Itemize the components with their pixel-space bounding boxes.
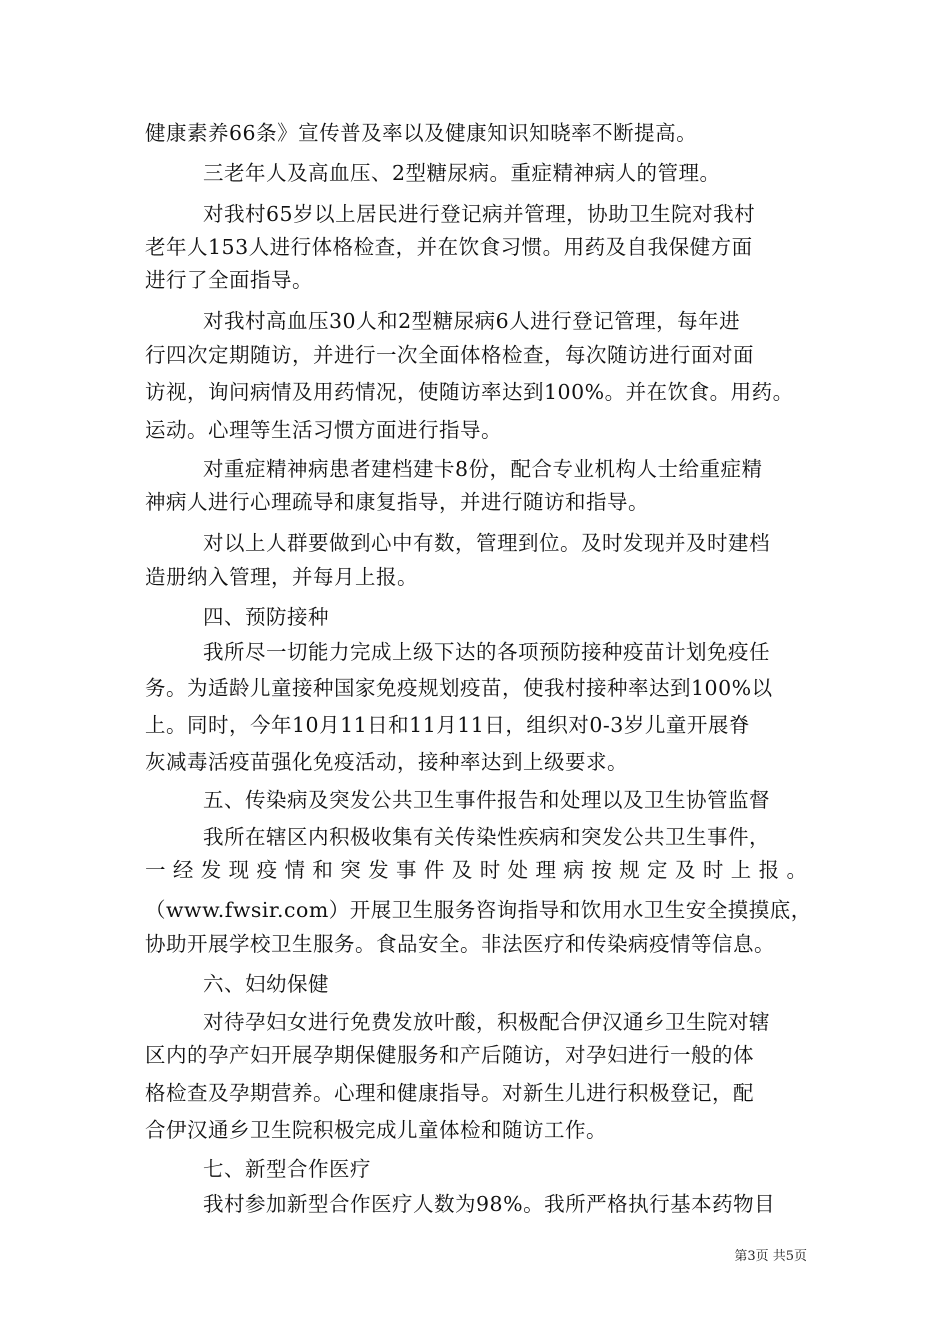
body-text-line: 协助开展学校卫生服务。食品安全。非法医疗和传染病疫情等信息。 — [145, 932, 775, 956]
page-number-footer: 第3页 共5页 — [734, 1249, 807, 1264]
body-text-line: 区内的孕产妇开展孕期保健服务和产后随访，对孕妇进行一般的体 — [145, 1043, 754, 1067]
body-text-line: 进行了全面指导。 — [145, 268, 313, 292]
body-text-line: 对我村65岁以上居民进行登记病并管理，协助卫生院对我村 — [203, 202, 756, 226]
body-text-line: 造册纳入管理，并每月上报。 — [145, 565, 418, 589]
body-text-line: 对我村高血压30人和2型糖尿病6人进行登记管理，每年进 — [203, 309, 741, 333]
section-heading-elderly: 三老年人及高血压、2型糖尿病。重症精神病人的管理。 — [203, 161, 721, 185]
section-heading-cooperative-medical: 七、新型合作医疗 — [203, 1157, 371, 1181]
body-text-line: 对待孕妇女进行免费发放叶酸，积极配合伊汉通乡卫生院对辖 — [203, 1010, 770, 1034]
section-heading-maternal-child: 六、妇幼保健 — [203, 972, 329, 996]
body-text-line: 我所尽一切能力完成上级下达的各项预防接种疫苗计划免疫任 — [203, 640, 770, 664]
section-heading-vaccination: 四、预防接种 — [203, 605, 329, 629]
body-text-line: 务。为适龄儿童接种国家免疫规划疫苗，使我村接种率达到100%以 — [145, 676, 773, 700]
body-text-line: 访视，询问病情及用药情况，使随访率达到100%。并在饮食。用药。 — [145, 380, 794, 404]
body-text-line: 老年人153人进行体格检查，并在饮食习惯。用药及自我保健方面 — [145, 235, 753, 259]
body-text-line: 格检查及孕期营养。心理和健康指导。对新生儿进行积极登记，配 — [145, 1081, 754, 1105]
body-text-line: 对重症精神病患者建档建卡8份，配合专业机构人士给重症精 — [203, 457, 763, 481]
body-text-line: 运动。心理等生活习惯方面进行指导。 — [145, 418, 502, 442]
body-text-line: 对以上人群要做到心中有数，管理到位。及时发现并及时建档 — [203, 531, 770, 555]
body-text-line: 健康素养66条》宣传普及率以及健康知识知晓率不断提高。 — [145, 121, 698, 145]
body-text-line: （www.fwsir.com）开展卫生服务咨询指导和饮用水卫生安全摸摸底， — [145, 898, 812, 922]
body-text-line: 我村参加新型合作医疗人数为98%。我所严格执行基本药物目 — [203, 1192, 776, 1216]
section-heading-infectious-disease: 五、传染病及突发公共卫生事件报告和处理以及卫生协管监督 — [203, 788, 770, 812]
body-text-line: 一经发现疫情和突发事件及时处理病按规定及时上报。 — [145, 858, 807, 882]
body-text-line: 行四次定期随访，并进行一次全面体格检查，每次随访进行面对面 — [145, 343, 754, 367]
body-text-line: 我所在辖区内积极收集有关传染性疾病和突发公共卫生事件， — [203, 825, 770, 849]
body-text-line: 上。同时，今年10月11日和11月11日，组织对0-3岁儿童开展脊 — [145, 713, 750, 737]
body-text-line: 神病人进行心理疏导和康复指导，并进行随访和指导。 — [145, 490, 649, 514]
body-text-line: 灰减毒活疫苗强化免疫活动，接种率达到上级要求。 — [145, 750, 628, 774]
body-text-line: 合伊汉通乡卫生院积极完成儿童体检和随访工作。 — [145, 1118, 607, 1142]
